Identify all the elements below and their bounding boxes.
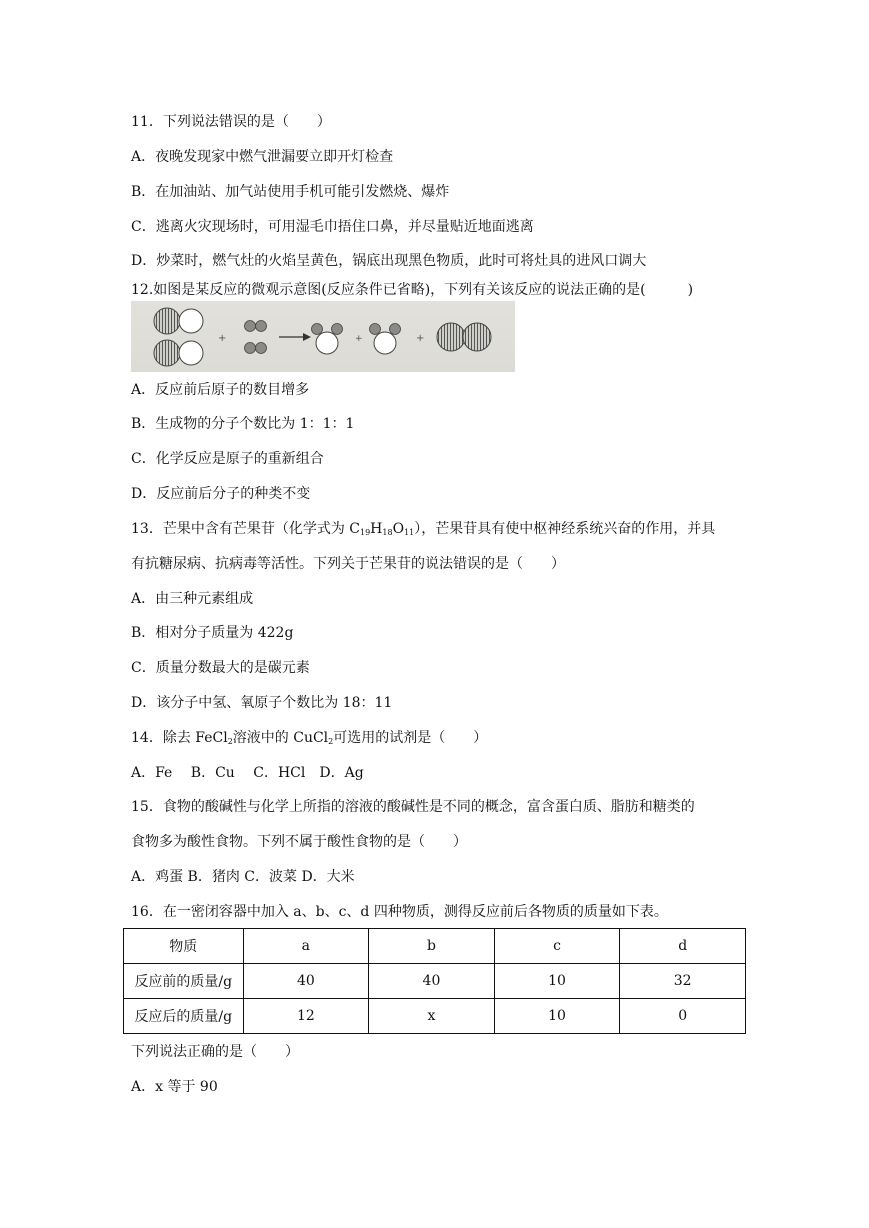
table-cell: 40	[369, 964, 495, 999]
q14-part1: 14．除去 FeCl	[131, 730, 228, 746]
q13-stem-line2: 有抗糖尿病、抗病毒等活性。下列关于芒果苷的说法错误的是（ ）	[131, 556, 565, 572]
reaction-arrow	[279, 333, 311, 341]
table-cell: 32	[620, 964, 746, 999]
table-header-cell: a	[243, 929, 369, 964]
svg-text:+: +	[355, 334, 363, 344]
q16-prompt: 下列说法正确的是（ ）	[131, 1044, 299, 1060]
q14-part3: 可选用的试剂是（ ）	[333, 730, 488, 746]
table-header-cell: d	[620, 929, 746, 964]
q12-option-b: B．生成物的分子个数比为 1：1：1	[131, 416, 355, 432]
q12-option-c: C．化学反应是原子的重新组合	[131, 451, 324, 467]
table-cell: 12	[243, 999, 369, 1034]
q12-stem: 12.如图是某反应的微观示意图(反应条件已省略)，下列有关该反应的说法正确的是( )	[131, 282, 694, 298]
q14-stem	[131, 729, 487, 747]
q14-sub2: 2	[328, 737, 334, 746]
q14-part2: 溶液中的 CuCl	[232, 730, 329, 746]
mass-table	[123, 928, 746, 1034]
product-molecule-2	[370, 324, 401, 355]
q13-o: O	[392, 521, 405, 537]
reactant-molecule-1	[154, 308, 203, 334]
q13-option-d: D．该分子中氢、氧原子个数比为 18：11	[131, 695, 393, 711]
table-row	[124, 964, 746, 999]
table-header-cell: b	[369, 929, 495, 964]
q16-stem: 16．在一密闭容器中加入 a、b、c、d 四种物质，测得反应前后各物质的质量如下表。	[131, 904, 668, 920]
q11-option-c: C．逃离火灾现场时，可用湿毛巾捂住口鼻，并尽量贴近地面逃离	[131, 219, 534, 235]
table-cell: 40	[243, 964, 369, 999]
q14-options: A．Fe B．Cu C．HCl D．Ag	[131, 765, 364, 781]
table-cell: 10	[494, 964, 620, 999]
svg-text:+: +	[416, 333, 425, 344]
table-cell: 反应前的质量/g	[124, 964, 244, 999]
q13-option-b: B．相对分子质量为 422g	[131, 625, 294, 641]
product-molecule-3	[437, 323, 491, 351]
q15-stem-line2: 食物多为酸性食物。下列不属于酸性食物的是（ ）	[131, 834, 467, 850]
q13-sub-c: 19	[359, 528, 371, 537]
table-cell: 反应后的质量/g	[124, 999, 244, 1034]
table-header-cell: c	[494, 929, 620, 964]
reaction-diagram	[131, 301, 515, 372]
q11-option-b: B．在加油站、加气站使用手机可能引发燃烧、爆炸	[131, 184, 450, 200]
table-header-row	[124, 929, 746, 964]
q11-option-a: A．夜晚发现家中燃气泄漏要立即开灯检查	[131, 149, 394, 165]
q13-option-a: A．由三种元素组成	[131, 591, 254, 607]
q13-stem-part2: ），芒果苷具有使中枢神经系统兴奋的作用，并具	[414, 521, 716, 537]
q11-stem: 11．下列说法错误的是（ ）	[131, 114, 331, 130]
q11-option-d: D．炒菜时，燃气灶的火焰呈黄色，锅底出现黑色物质，此时可将灶具的进风口调大	[131, 253, 647, 269]
table-cell: 0	[620, 999, 746, 1034]
q15-options: A．鸡蛋 B．猪肉 C．波菜 D．大米	[131, 869, 355, 885]
q13-stem-line1	[131, 520, 715, 538]
q12-option-d: D．反应前后分子的种类不变	[131, 486, 311, 502]
table-cell: 10	[494, 999, 620, 1034]
q13-option-c: C．质量分数最大的是碳元素	[131, 660, 310, 676]
table-cell: x	[369, 999, 495, 1034]
reactant-molecule-4	[245, 343, 267, 354]
reactant-molecule-3	[245, 321, 267, 332]
q13-stem-part1: 13．芒果中含有芒果苷（化学式为 C	[131, 521, 360, 537]
table-row	[124, 999, 746, 1034]
svg-text:+: +	[218, 333, 227, 344]
q14-sub1: 2	[227, 737, 233, 746]
table-header-cell: 物质	[124, 929, 244, 964]
q13-sub-h: 18	[382, 528, 393, 537]
q15-stem-line1: 15．食物的酸碱性与化学上所指的溶液的酸碱性是不同的概念，富含蛋白质、脂肪和糖类的	[131, 799, 695, 815]
q16-option-a: A．x 等于 90	[131, 1079, 218, 1095]
q13-h: H	[370, 521, 383, 537]
q12-option-a: A．反应前后原子的数目增多	[131, 382, 310, 398]
product-molecule-1	[312, 324, 343, 355]
q13-sub-o: 11	[404, 528, 415, 537]
reactant-molecule-2	[154, 340, 203, 366]
